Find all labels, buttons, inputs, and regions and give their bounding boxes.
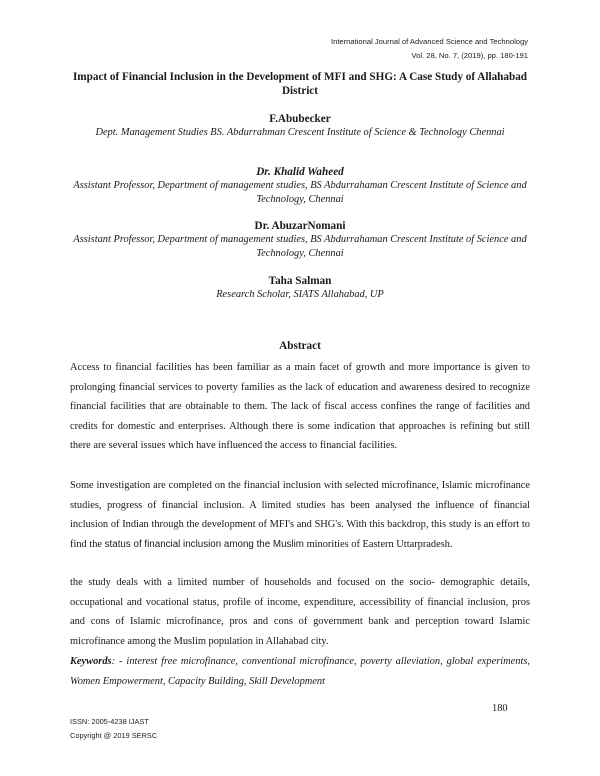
abstract-paragraph-3: the study deals with a limited number of households and focused on the socio- demographic details, occupational and vocational status, profile of income, expenditure, accessibility of financial inclusion, pros and cons of Islamic microfinance, pros and cons of government bank and perception toward Islamic microfinance among the Muslim population in Allahabad city. [70, 577, 530, 647]
keywords-list: : - interest free microfinance, conventional microfinance, poverty alleviation, global experiments, Women Empowerment, Capacity Building, Skill Development [70, 656, 530, 687]
footer-copyright: Copyright @ 2019 SERSC [70, 731, 158, 740]
author-affiliation: Dept. Management Studies BS. Abdurrahman Crescent Institute of Science & Technology Chennai [95, 127, 505, 138]
author-block-3 [70, 219, 530, 261]
keywords-label: Keywords [70, 656, 112, 667]
abstract-text: Some investigation are completed on the financial inclusion with selected microfinance, Islamic microfinance studies, progress of financial inclusion. A limited studies has been analysed the influence of financial inclusion of Indian through the development of MFI's and SHG's. With this backdrop, this study is an effort to find the [70, 480, 530, 550]
author-block-4 [70, 274, 530, 302]
paper-title: Impact of Financial Inclusion in the Development of MFI and SHG: A Case Study of Allahabad District [72, 71, 528, 97]
author-block-1 [70, 112, 530, 140]
author-name: Dr. AbuzarNomani [254, 220, 346, 232]
abstract-text: minorities of Eastern Uttarpradesh. [306, 538, 453, 550]
author-affiliation: Assistant Professor, Department of management studies, BS Abdurrahaman Crescent Institute of Science and Technology, Chennai [73, 234, 527, 259]
author-name: Dr. Khalid Waheed [256, 166, 344, 178]
page-number: 180 [492, 703, 508, 714]
footer-issn: ISSN: 2005-4238 IJAST [70, 717, 149, 726]
abstract-heading: Abstract [279, 340, 321, 352]
abstract-paragraph-2 [70, 476, 530, 554]
author-name: Taha Salman [268, 275, 332, 287]
abstract-paragraph-1: Access to financial facilities has been familiar as a main facet of growth and more importance is given to prolonging financial services to poverty families as the lack of education and awareness desired to recognize financial facilities that are obtainable to them. The lack of fiscal access confines the range of facilities and credits for domestic and enterprises. Although there is some indication that approaches is refining but still there are several issues which have influenced the access to financial facilities. [70, 362, 530, 452]
keywords [70, 652, 530, 691]
abstract-highlight: status of financial inclusion among the Muslim [104, 538, 304, 550]
author-name: F.Abubecker [269, 113, 331, 125]
author-affiliation: Assistant Professor, Department of management studies, BS Abdurrahaman Crescent Institute of Science and Technology, Chennai [73, 180, 527, 205]
journal-name: International Journal of Advanced Science and Technology [330, 37, 528, 46]
author-block-2 [70, 165, 530, 207]
journal-volume: Vol. 28, No. 7, (2019), pp. 180-191 [411, 51, 528, 60]
author-affiliation: Research Scholar, SIATS Allahabad, UP [216, 289, 384, 300]
